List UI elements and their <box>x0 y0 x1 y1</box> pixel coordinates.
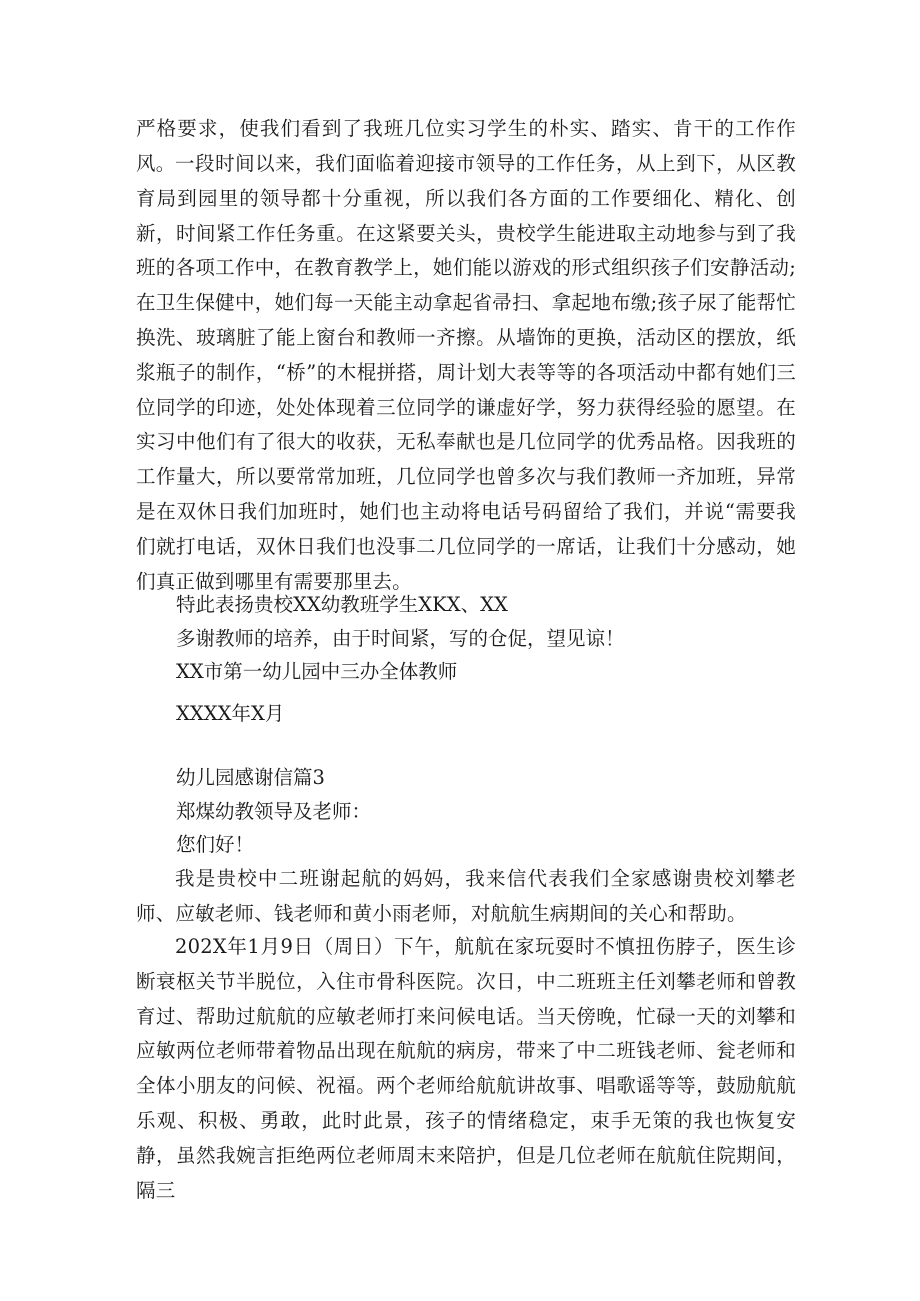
paragraph-3: 我是贵校中二班谢起航的妈妈，我来信代表我们全家感谢贵校刘攀老师、应敏老师、钱老师和黄小雨老师，对航航生病期间的关心和帮助。 <box>136 867 796 925</box>
paragraph-1: 严格要求，使我们看到了我班几位实习学生的朴实、踏实、肯干的工作作风。 <box>136 117 796 175</box>
date-line: XXXX年X月 <box>176 702 285 725</box>
section-title: 幼儿园感谢信篇3 <box>176 766 325 789</box>
greeting-line: 您们好！ <box>176 833 255 856</box>
paragraph-4: 202X年1月9日（周日）下午，航航在家玩耍时不慎扭伤脖子，医生诊断衰枢关节半脱位，入住市骨科医院。次日，中二班班主任刘攀老师和曾教育过、帮助过航航的应敏老师打来问候电话。当天傍晚，忙碌一天的刘攀和应敏两位老师带着物品出现在航航的病房，带来了中二班钱老师、瓮老师和全体小朋友的问候、祝福。两个老师给航航讲故事、唱歌谣等等，鼓励航航乐观、积极、勇敢，此时此景，孩子的情绪稳定，束手无策的我也恢复安静，虽然我婉言拒绝两位老师周末来陪护，但是几位老师在航航住院期间，隔三 <box>136 935 796 1202</box>
salutation-line: 郑煤幼教领导及老师： <box>176 800 372 823</box>
commend-line: 特此表扬贵校XX幼教班学生XKX、XX <box>176 593 508 616</box>
paragraph-2: 一段时间以来，我们面临着迎接市领导的工作任务，从上到下，从区教育局到园里的领导都十分重视，所以我们各方面的工作要细化、精化、创新，时间紧工作任务重。在这紧要关头，贵校学生能进取主动地参与到了我班的各项工作中，在教育教学上，她们能以游戏的形式组织孩子们安静活动;在卫生保健中，她们每一天能主动拿起省帚扫、拿起地布缴;孩子尿了能帮忙换洗、玻璃脏了能上窗台和教师一齐擦。从墙饰的更换，活动区的摆放，纸浆瓶子的制作，“桥”的木棍拼搭，周计划大表等等的各项活动中都有她们三位同学的印迹，处处体现着三位同学的谦虚好学，努力获得经验的愿望。在实习中他们有了很大的收获，无私奉献也是几位同学的优秀品格。因我班的工作量大，所以要常常加班，几位同学也曾多次与我们教师一齐加班，异常是在双休日我们加班时，她们也主动将电话号码留给了我们，并说“需要我们就打电话，双休日我们也没事二几位同学的一席话，让我们十分感动，她们真正做到哪里有需要那里去。 <box>136 152 796 593</box>
signature-line: XX市第一幼儿园中三办全体教师 <box>176 660 458 683</box>
thanks-line: 多谢教师的培养，由于时间紧，写的仓促，望见谅！ <box>176 627 625 650</box>
